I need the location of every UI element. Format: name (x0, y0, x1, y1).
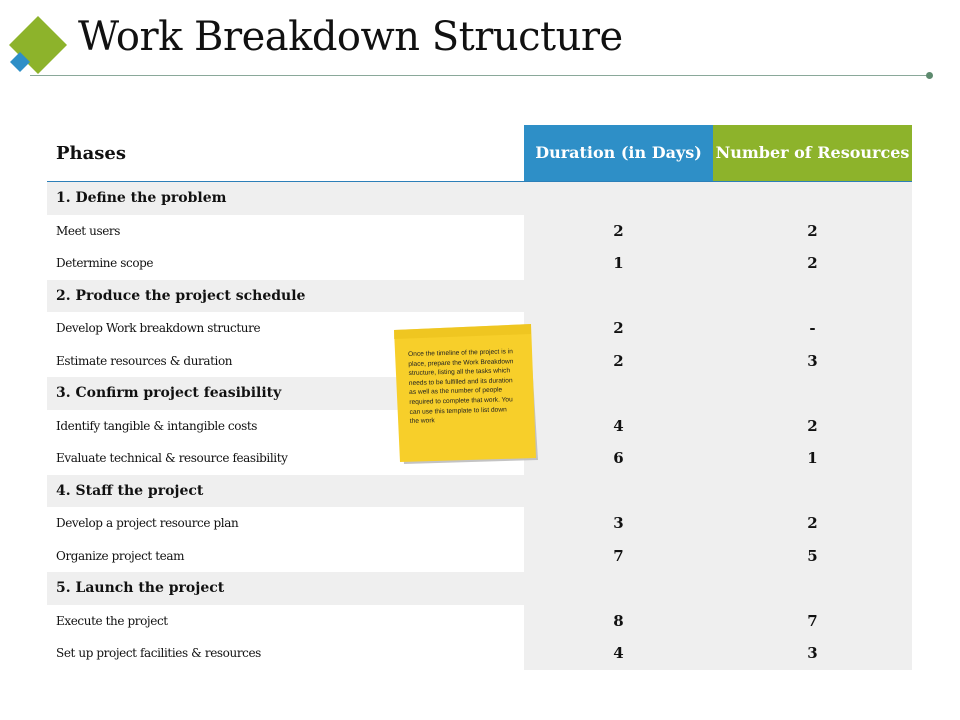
task-duration: 4 (524, 410, 713, 443)
task-resources: - (713, 312, 912, 345)
slide-title: Work Breakdown Structure (78, 14, 623, 60)
task-label: Identify tangible & intangible costs (56, 418, 258, 433)
phase-label: 2. Produce the project schedule (56, 287, 306, 304)
task-label: Meet users (56, 223, 121, 238)
phase-row (47, 280, 912, 313)
diamond-logo-icon (0, 0, 80, 90)
task-label: Estimate resources & duration (56, 353, 233, 368)
task-resources: 2 (713, 247, 912, 280)
task-duration: 7 (524, 540, 713, 573)
task-row (47, 507, 912, 540)
task-resources: 3 (713, 637, 912, 670)
header-phases: Phases (56, 143, 127, 164)
task-label: Execute the project (56, 613, 168, 628)
task-resources: 2 (713, 215, 912, 248)
sticky-note-text: Once the timeline of the project is in place, prepare the Work Breakdown structure, listing all the tasks which needs to be fulfilled and its duration as well as the number of people required to complete that work. You can use this template to list down the work (408, 348, 514, 426)
task-label: Determine scope (56, 256, 154, 271)
task-label: Organize project team (56, 548, 185, 563)
task-row (47, 215, 912, 248)
task-resources: 5 (713, 540, 912, 573)
task-duration: 2 (524, 345, 713, 378)
underline-end-dot (926, 72, 933, 79)
task-resources: 2 (713, 410, 912, 443)
phase-row (47, 572, 912, 605)
task-resources: 7 (713, 605, 912, 638)
task-duration: 8 (524, 605, 713, 638)
task-label: Set up project facilities & resources (56, 646, 261, 661)
header-resources: Number of Resources (713, 125, 912, 181)
task-label: Develop a project resource plan (56, 516, 239, 531)
task-duration: 3 (524, 507, 713, 540)
task-duration: 1 (524, 247, 713, 280)
task-label: Evaluate technical & resource feasibility (56, 451, 288, 466)
task-resources: 1 (713, 442, 912, 475)
task-duration: 2 (524, 312, 713, 345)
task-row (47, 637, 912, 670)
phase-row (47, 475, 912, 508)
task-duration: 2 (524, 215, 713, 248)
title-underline (30, 75, 930, 76)
table-header-row (47, 125, 912, 182)
task-duration: 4 (524, 637, 713, 670)
phase-row (47, 182, 912, 215)
task-resources: 2 (713, 507, 912, 540)
task-resources: 3 (713, 345, 912, 378)
task-row (47, 247, 912, 280)
phase-label: 4. Staff the project (56, 482, 204, 499)
task-row (47, 540, 912, 573)
header-duration: Duration (in Days) (524, 125, 713, 181)
task-duration: 6 (524, 442, 713, 475)
task-label: Develop Work breakdown structure (56, 321, 261, 336)
phase-label: 3. Confirm project feasibility (56, 385, 282, 402)
phase-label: 5. Launch the project (56, 580, 225, 597)
phase-label: 1. Define the problem (56, 190, 227, 207)
task-row (47, 605, 912, 638)
